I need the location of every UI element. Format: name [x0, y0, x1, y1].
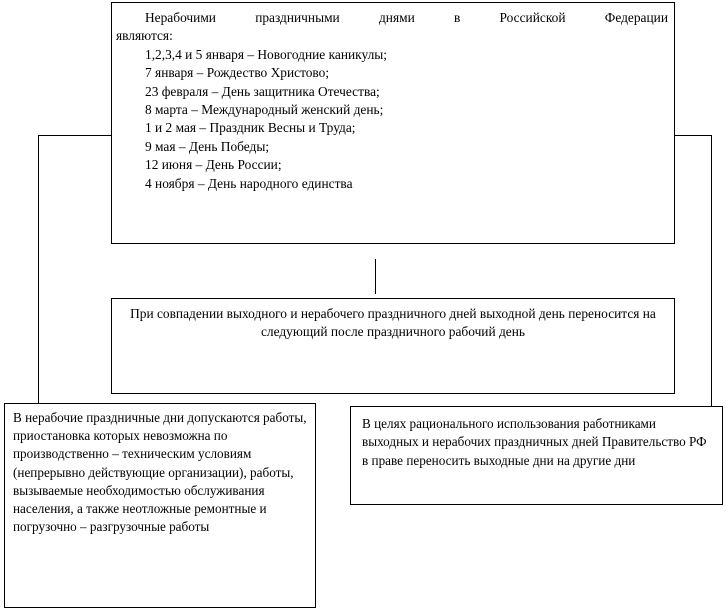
holiday-item: 12 июня – День России; [145, 157, 282, 173]
allowed-work-box [4, 403, 316, 608]
government-transfer-box [350, 406, 723, 505]
holiday-item: 9 мая – День Победы; [145, 138, 270, 154]
holiday-item: 4 ноября – День народного единства [145, 175, 353, 191]
holidays-intro: Нерабочими праздничными днями в Российской Федерации [145, 10, 668, 25]
holidays-intro-end: являются: [116, 28, 173, 44]
government-transfer-text: В целях рационального использования работниками выходных и нерабочих праздничных дней Правительство РФ в праве переносить выходные дни на другие дни [362, 416, 707, 468]
holiday-item: 8 марта – Международный женский день; [145, 102, 384, 118]
day-transfer-rule-box [111, 298, 675, 394]
connector-left-vertical [38, 135, 39, 403]
connector-right-vertical [711, 135, 712, 412]
day-transfer-rule-text: При совпадении выходного и нерабочего праздничного дней выходной день переносится на следующий после праздничного рабочий день [130, 306, 656, 340]
connector-right-horizontal [675, 135, 711, 136]
holiday-item: 23 февраля – День защитника Отечества; [145, 83, 380, 99]
holiday-item: 1,2,3,4 и 5 января – Новогодние каникулы; [145, 46, 387, 62]
connector-left-horizontal [38, 135, 111, 136]
holidays-list [145, 46, 668, 193]
holidays-list-box [111, 2, 675, 244]
holiday-item: 7 января – Рождество Христово; [145, 65, 330, 81]
holiday-item: 1 и 2 мая – Праздник Весны и Труда; [145, 120, 356, 136]
allowed-work-text: В нерабочие праздничные дни допускаются работы, приостановка которых невозможна по производственно – техническим условиям (непрерывно действующие организации), работы, вызываемые необходимостью обслуживания населения, а также неотложные ремонтные и погрузочно – разгрузочные работы [13, 410, 307, 535]
connector-top-to-middle [375, 259, 376, 294]
